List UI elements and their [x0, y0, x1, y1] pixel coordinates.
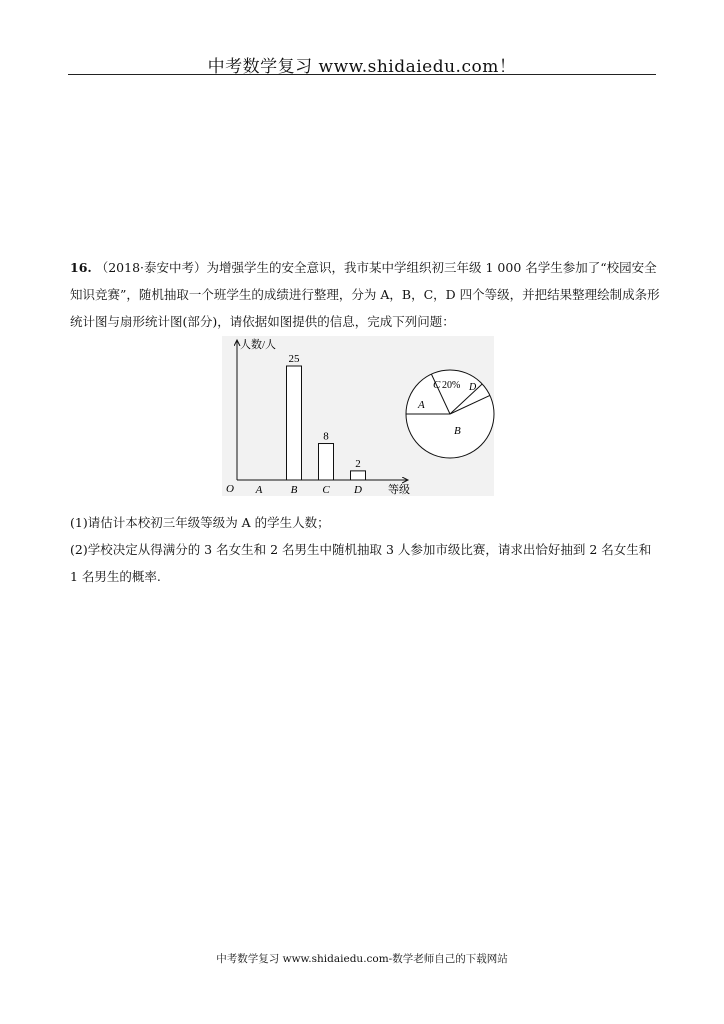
- tick-label-c: C: [322, 484, 330, 496]
- bars: [255, 353, 366, 496]
- tick-label-d: D: [354, 484, 362, 496]
- footer-text: 中考数学复习 www.shidaiedu.com-数学老师自己的下载网站: [216, 953, 508, 965]
- pie-label-c: C: [433, 379, 441, 391]
- bar-c: [319, 444, 334, 480]
- header-divider: [68, 74, 656, 75]
- origin-label: O: [226, 483, 234, 495]
- bar-value-label-b: 25: [288, 353, 300, 365]
- problem-statement: [70, 254, 660, 335]
- tick-label-a: A: [255, 484, 263, 496]
- pie-chart: [404, 336, 504, 496]
- header-title: 中考数学复习 www.shidaiedu.com！: [207, 57, 517, 77]
- question-2: (2)学校决定从得满分的 3 名女生和 2 名男生中随机抽取 3 人参加市级比赛，请求出恰好抽到 2 名女生和 1 名男生的概率.: [70, 542, 652, 584]
- problem-number: 16.: [70, 260, 92, 275]
- pie-label-a: A: [418, 399, 425, 411]
- pie-label-b: B: [454, 425, 461, 437]
- bar-chart: [222, 336, 412, 496]
- y-axis-label: 人数/人: [240, 339, 277, 351]
- bar-b: [287, 366, 302, 480]
- bar-value-label-c: 8: [323, 430, 329, 443]
- pie-label-d: D: [469, 382, 477, 393]
- problem-text: （2018·泰安中考）为增强学生的安全意识，我市某中学组织初三年级 1 000 名学生参加了“校园安全知识竞赛”，随机抽取一个班学生的成绩进行整理，分为 A，B，C，D 四个等级，并把结果整理绘制成条形统计图与扇形统计图(部分)，请依据如图提供的信息，完成下列问题：: [70, 260, 660, 329]
- pie-label-c-percent: 20%: [442, 380, 461, 391]
- statistics-figure: [222, 336, 494, 496]
- x-axis-label: 等级: [388, 484, 410, 496]
- tick-label-b: B: [290, 484, 298, 496]
- bar-d: [351, 471, 366, 480]
- bar-value-label-d: 2: [355, 457, 361, 470]
- question-1: (1)请估计本校初三年级等级为 A 的学生人数；: [70, 515, 330, 530]
